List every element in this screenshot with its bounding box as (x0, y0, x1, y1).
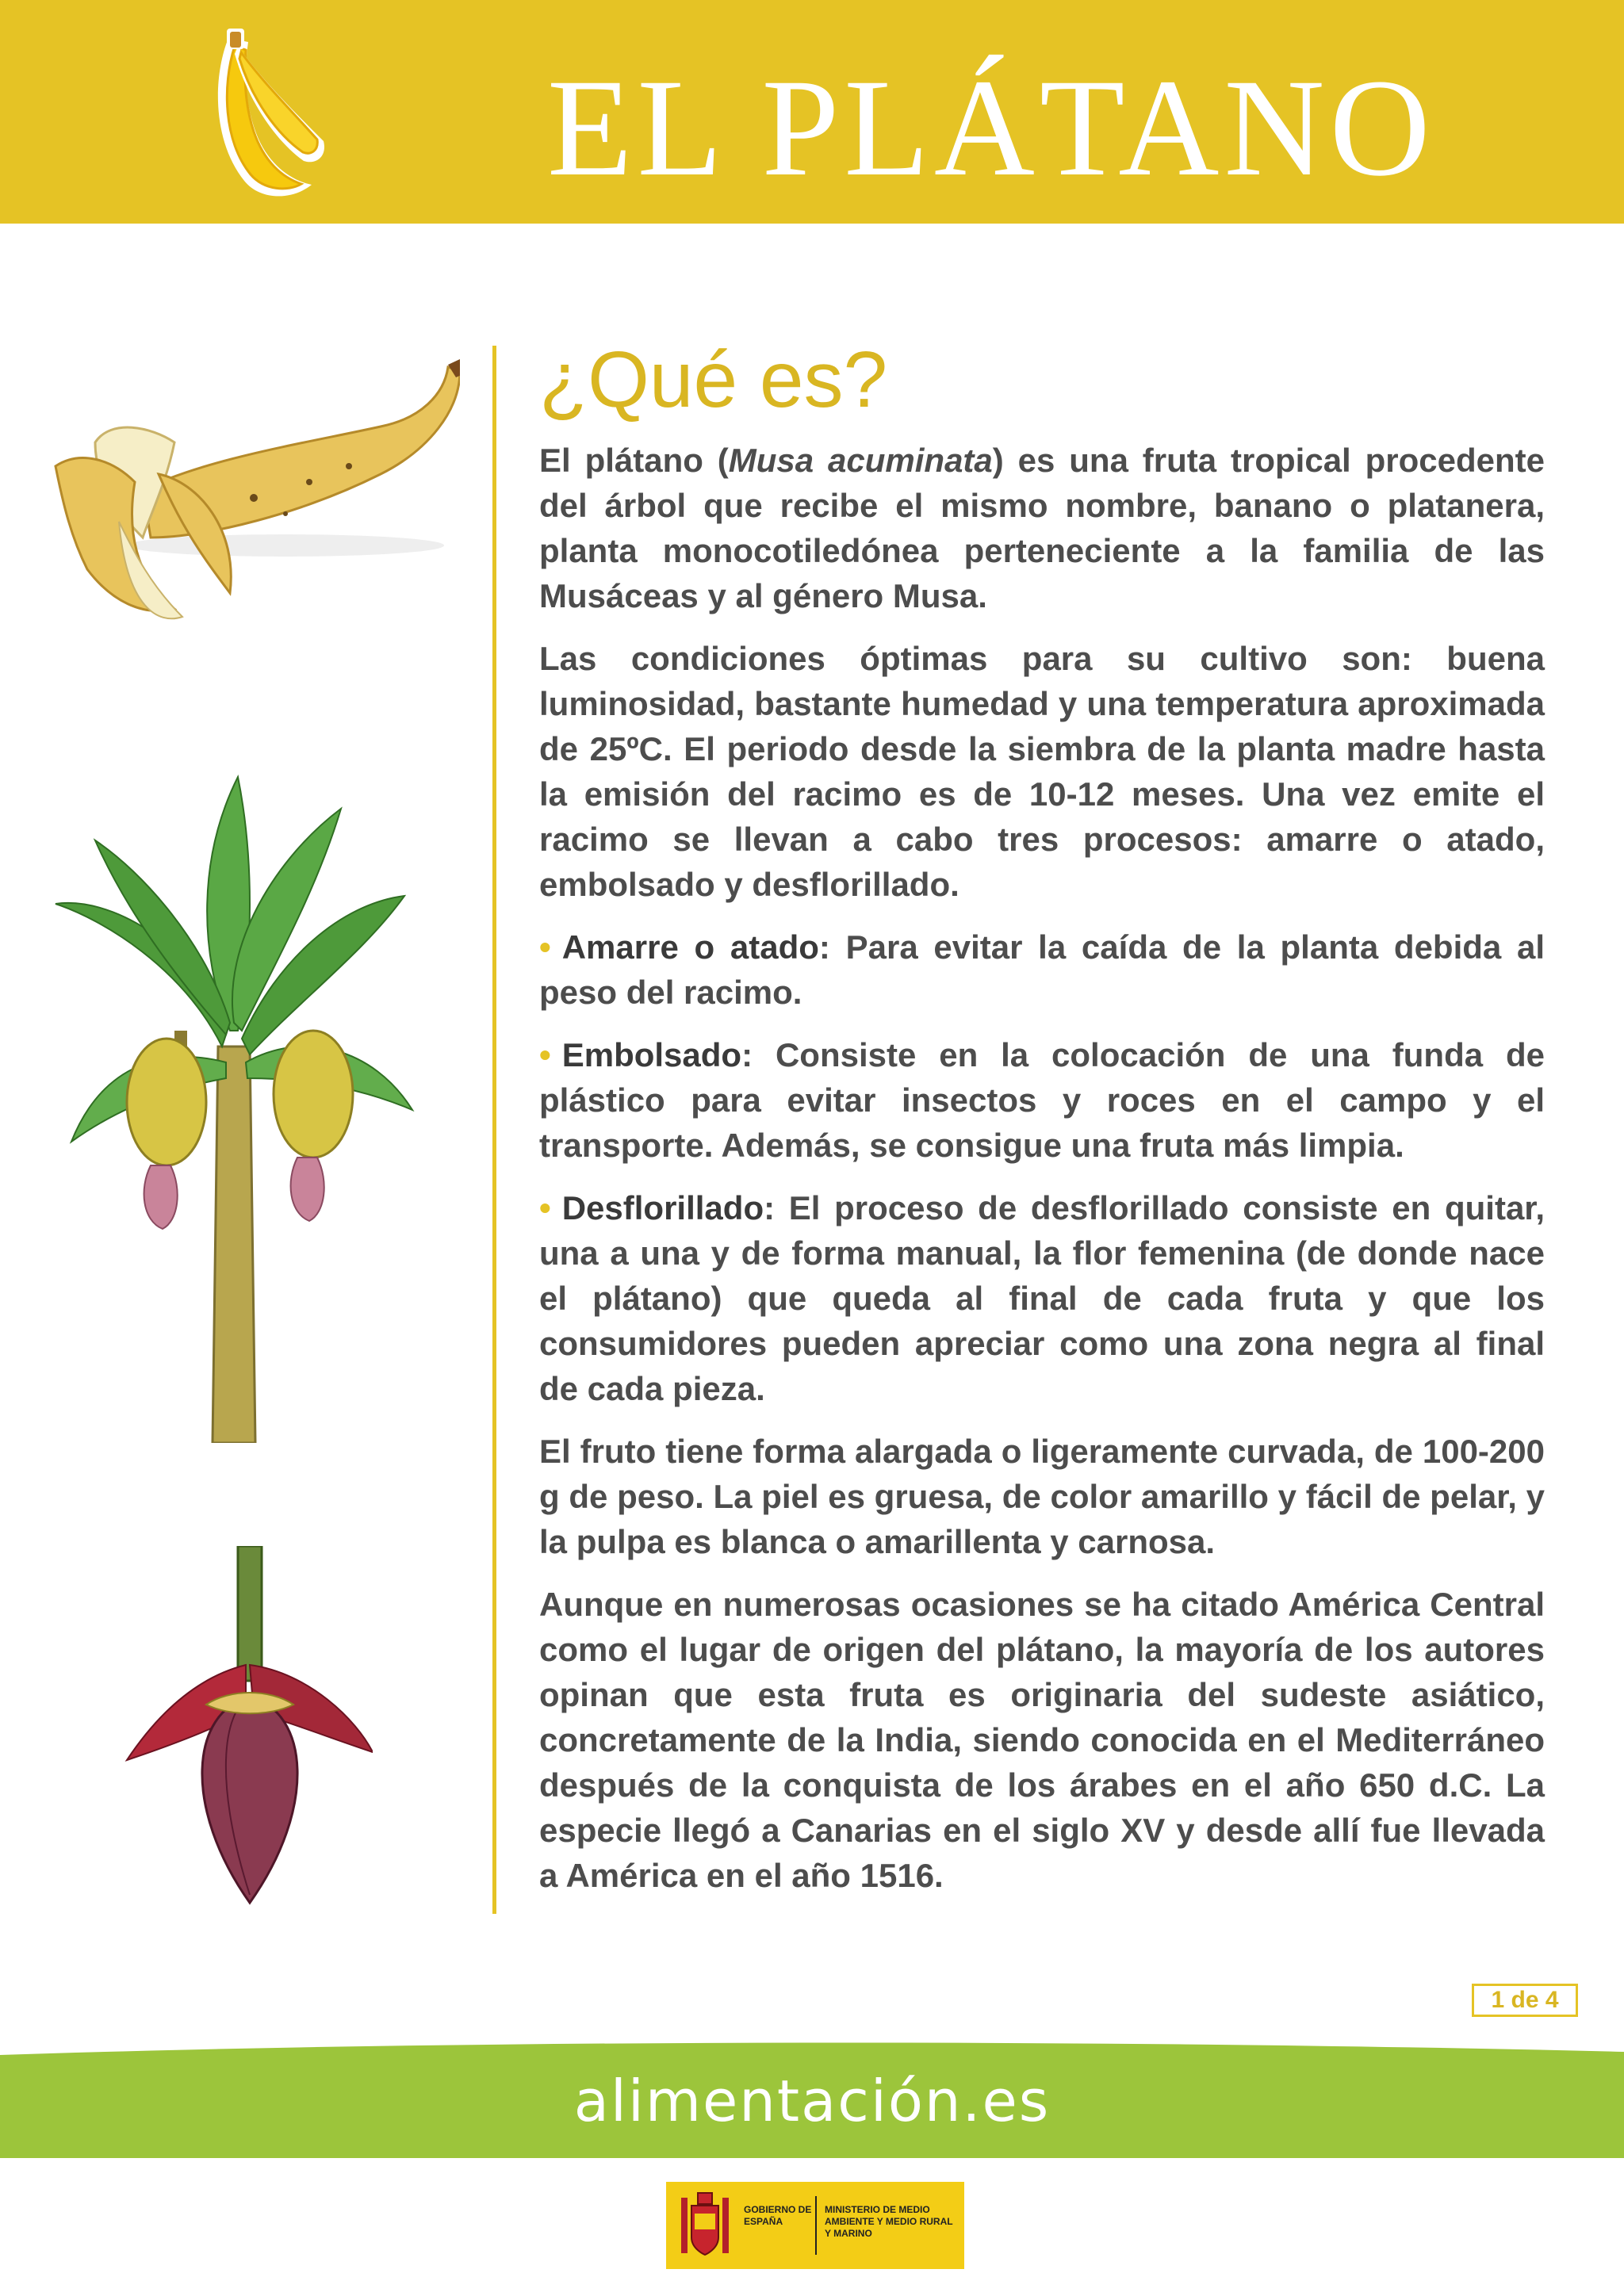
page-number-badge: 1 de 4 (1472, 1984, 1578, 2017)
bullet-dot-icon: • (539, 1189, 551, 1226)
fruit-paragraph: El fruto tiene forma alargada o ligeramente curvada, de 100-200 g de peso. La piel es gruesa, de color amarillo y fácil de pelar, y la pulpa es blanca o amarillenta y carnosa. (539, 1433, 1545, 1560)
banana-plant-illustration (40, 761, 436, 1443)
footer-site-link[interactable]: alimentación.es (573, 2068, 1051, 2134)
spain-crest-icon (677, 2190, 733, 2261)
header-band (0, 0, 1624, 224)
species-name: Musa acuminata (728, 442, 993, 479)
bullet-desflorillado: • Desflorillado: El proceso de desflorillado consiste en quitar, una a una y de forma manual, la flor femenina (de donde nace el plátano) que queda al final de cada fruta y que los consumidores pueden apreciar como una zona negra al final de cada pieza. (539, 1189, 1545, 1407)
bullet-embolsado: • Embolsado: Consiste en la colocación de una funda de plástico para evitar insectos y roces en el campo y el transporte. Además, se consigue una fruta más limpia. (539, 1036, 1545, 1164)
section-title: ¿Qué es? (539, 335, 888, 424)
page-title: EL PLÁTANO (547, 51, 1435, 205)
main-content (539, 333, 1545, 1915)
banana-flower-illustration (119, 1546, 373, 1911)
peeled-banana-illustration (48, 355, 460, 656)
origin-paragraph: Aunque en numerosas ocasiones se ha citado América Central como el lugar de origen del plátano, la mayoría de los autores opinan que esta fruta es originaria del sudeste asiático, concretamente de la India, siendo conocida en el Mediterráneo después de la conquista de los árabes en el año 650 d.C. La especie llegó a Canarias en el siglo XV y desde allí fue llevada a América en el año 1516. (539, 1586, 1545, 1894)
ministry-label: MINISTERIO DE MEDIO AMBIENTE Y MEDIO RURAL Y MARINO (825, 2204, 953, 2239)
government-logo (666, 2182, 964, 2269)
gov-separator (815, 2196, 817, 2255)
bullet-amarre: • Amarre o atado: Para evitar la caída de la planta debida al peso del racimo. (539, 928, 1545, 1011)
intro-paragraph: El plátano (Musa acuminata) es una fruta tropical procedente del árbol que recibe el mismo nombre, banano o platanera, planta monocotiledónea perteneciente a la familia de las Musáceas y al género Musa. (539, 442, 1545, 614)
bullet-dot-icon: • (539, 1036, 551, 1073)
banana-logo-icon (173, 22, 331, 209)
bullet-dot-icon: • (539, 928, 551, 966)
gov-label: GOBIERNO DE ESPAÑA (744, 2204, 812, 2227)
conditions-paragraph: Las condiciones óptimas para su cultivo son: buena luminosidad, bastante humedad y una temperatura aproximada de 25ºC. El periodo desde la siembra de la planta madre hasta la emisión del racimo es de 10-12 meses. Una vez emite el racimo se llevan a cabo tres procesos: amarre o atado, embolsado y desflorillado. (539, 640, 1545, 903)
vertical-divider (492, 346, 496, 1914)
